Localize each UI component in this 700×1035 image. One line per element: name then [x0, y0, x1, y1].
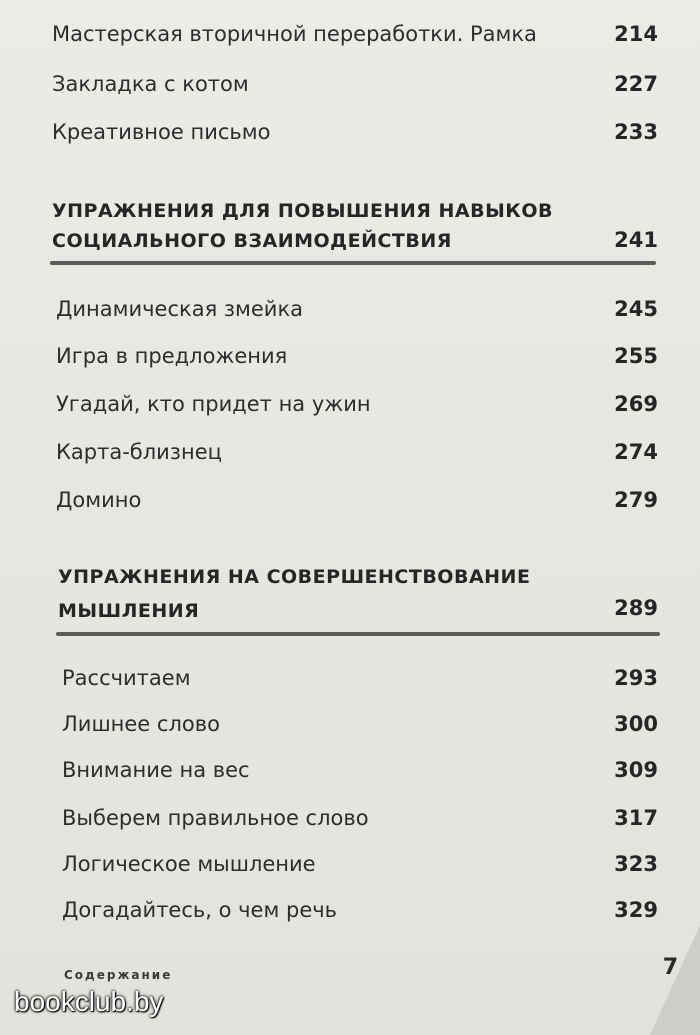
toc-entry — [0, 440, 700, 480]
toc-entry — [0, 852, 700, 892]
toc-entry-title: Домино — [56, 488, 142, 512]
toc-entry — [0, 72, 700, 112]
toc-entry — [0, 806, 700, 846]
watermark: bookclub.by — [14, 986, 164, 1017]
toc-entry-page: 227 — [614, 72, 658, 96]
toc-entry — [0, 392, 700, 432]
section-title-line2: СОЦИАЛЬНОГО ВЗАИМОДЕЙСТВИЯ — [52, 230, 452, 252]
toc-entry — [0, 898, 700, 938]
toc-entry-page: 317 — [614, 806, 658, 830]
section-divider — [56, 632, 660, 636]
toc-entry-page: 269 — [614, 392, 658, 416]
toc-entry-title: Логическое мышление — [62, 852, 316, 876]
toc-entry-page: 300 — [614, 712, 658, 736]
toc-entry — [0, 712, 700, 752]
section-title-line1: УПРАЖНЕНИЯ ДЛЯ ПОВЫШЕНИЯ НАВЫКОВ — [52, 200, 553, 222]
toc-entry-title: Лишнее слово — [62, 712, 220, 736]
toc-entry-page: 233 — [614, 120, 658, 144]
toc-entry-page: 293 — [614, 666, 658, 690]
toc-entry-page: 214 — [614, 22, 658, 46]
toc-entry-title: Мастерская вторичной переработки. Рамка — [52, 22, 537, 46]
toc-entry-page: 245 — [614, 297, 658, 321]
section-page: 241 — [614, 228, 658, 252]
page-corner-fold — [650, 925, 700, 1035]
toc-entry-page: 329 — [614, 898, 658, 922]
toc-entry-page: 309 — [614, 758, 658, 782]
section-page: 289 — [614, 596, 658, 620]
toc-entry-page: 274 — [614, 440, 658, 464]
toc-entry-title: Игра в предложения — [56, 344, 288, 368]
toc-entry-title: Выберем правильное слово — [62, 806, 369, 830]
running-footer: Содержание — [64, 968, 173, 982]
page-number: 7 — [662, 955, 678, 980]
toc-entry — [0, 344, 700, 384]
toc-entry-title: Догадайтесь, о чем речь — [62, 898, 338, 922]
toc-entry-page: 255 — [614, 344, 658, 368]
toc-entry-page: 279 — [614, 488, 658, 512]
toc-entry-title: Карта-близнец — [56, 440, 222, 464]
toc-entry-title: Рассчитаем — [62, 666, 191, 690]
toc-entry — [0, 488, 700, 528]
toc-entry-title: Угадай, кто придет на ужин — [56, 392, 371, 416]
toc-entry-title: Динамическая змейка — [56, 297, 304, 321]
toc-entry-title: Внимание на вес — [62, 758, 250, 782]
section-divider — [50, 261, 656, 265]
toc-entry-page: 323 — [614, 852, 658, 876]
toc-entry — [0, 22, 700, 62]
toc-entry — [0, 666, 700, 706]
toc-entry-title: Закладка с котом — [52, 72, 249, 96]
toc-entry — [0, 758, 700, 798]
toc-entry — [0, 120, 700, 160]
toc-entry-title: Креативное письмо — [52, 120, 271, 144]
toc-entry — [0, 297, 700, 337]
section-title-line1: УПРАЖНЕНИЯ НА СОВЕРШЕНСТВОВАНИЕ — [58, 566, 531, 588]
section-title-line2: МЫШЛЕНИЯ — [58, 600, 200, 622]
